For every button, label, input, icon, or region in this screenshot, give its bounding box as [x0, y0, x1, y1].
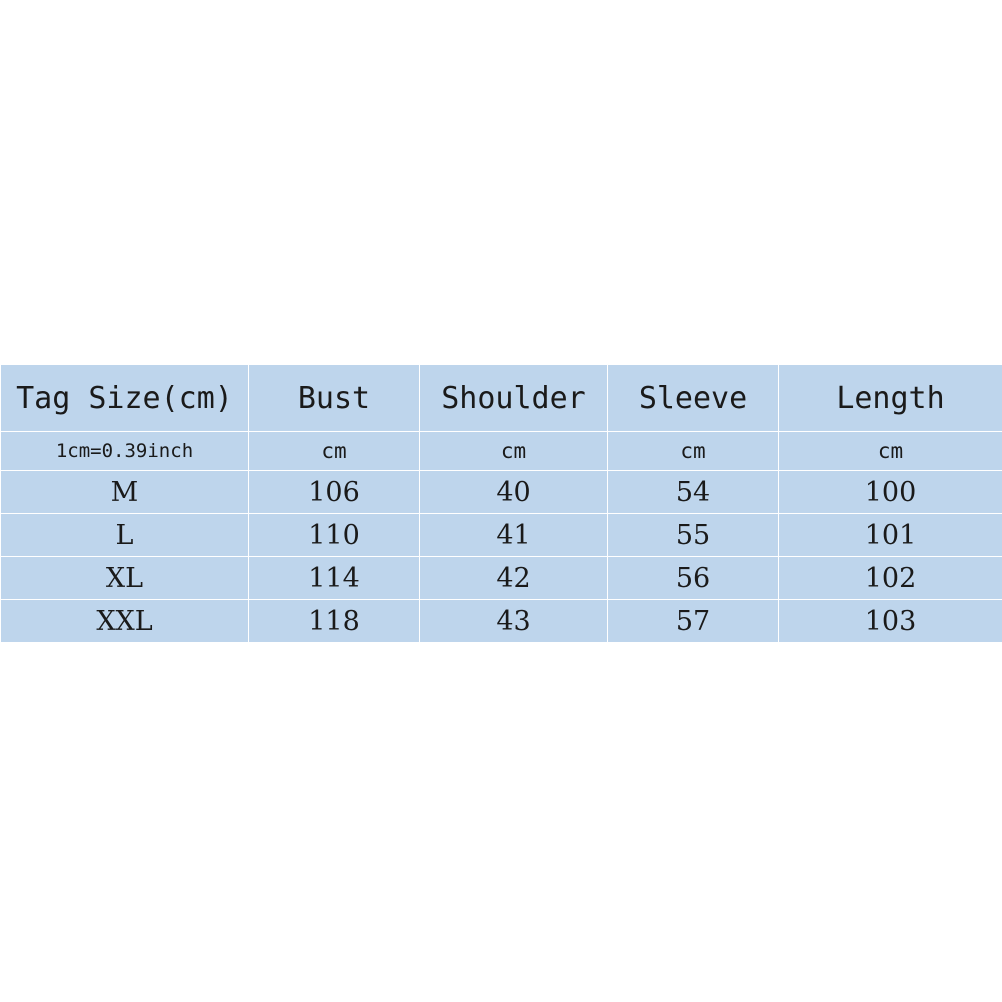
column-header-length: Length [779, 365, 1002, 432]
cell-bust: 106 [249, 471, 420, 514]
cell-sleeve: 57 [608, 600, 779, 643]
cell-length: 101 [779, 514, 1002, 557]
cell-shoulder: 43 [420, 600, 608, 643]
cell-shoulder: 42 [420, 557, 608, 600]
column-header-sleeve: Sleeve [608, 365, 779, 432]
unit-sleeve: cm [608, 432, 779, 471]
table-row [1, 514, 1002, 557]
conversion-note: 1cm=0.39inch [1, 432, 249, 471]
table-header-row [1, 365, 1002, 432]
cell-shoulder: 40 [420, 471, 608, 514]
cell-size: L [1, 514, 249, 557]
size-chart-table [0, 364, 1002, 643]
table-row [1, 557, 1002, 600]
cell-bust: 118 [249, 600, 420, 643]
column-header-tag-size: Tag Size(cm) [1, 365, 249, 432]
cell-length: 102 [779, 557, 1002, 600]
cell-sleeve: 56 [608, 557, 779, 600]
cell-size: XXL [1, 600, 249, 643]
cell-length: 103 [779, 600, 1002, 643]
table-row [1, 471, 1002, 514]
unit-shoulder: cm [420, 432, 608, 471]
cell-bust: 114 [249, 557, 420, 600]
column-header-bust: Bust [249, 365, 420, 432]
cell-size: M [1, 471, 249, 514]
cell-sleeve: 54 [608, 471, 779, 514]
unit-bust: cm [249, 432, 420, 471]
table-unit-row [1, 432, 1002, 471]
column-header-shoulder: Shoulder [420, 365, 608, 432]
unit-length: cm [779, 432, 1002, 471]
table-row [1, 600, 1002, 643]
cell-sleeve: 55 [608, 514, 779, 557]
cell-length: 100 [779, 471, 1002, 514]
size-chart-container [0, 364, 1002, 643]
cell-size: XL [1, 557, 249, 600]
cell-shoulder: 41 [420, 514, 608, 557]
cell-bust: 110 [249, 514, 420, 557]
